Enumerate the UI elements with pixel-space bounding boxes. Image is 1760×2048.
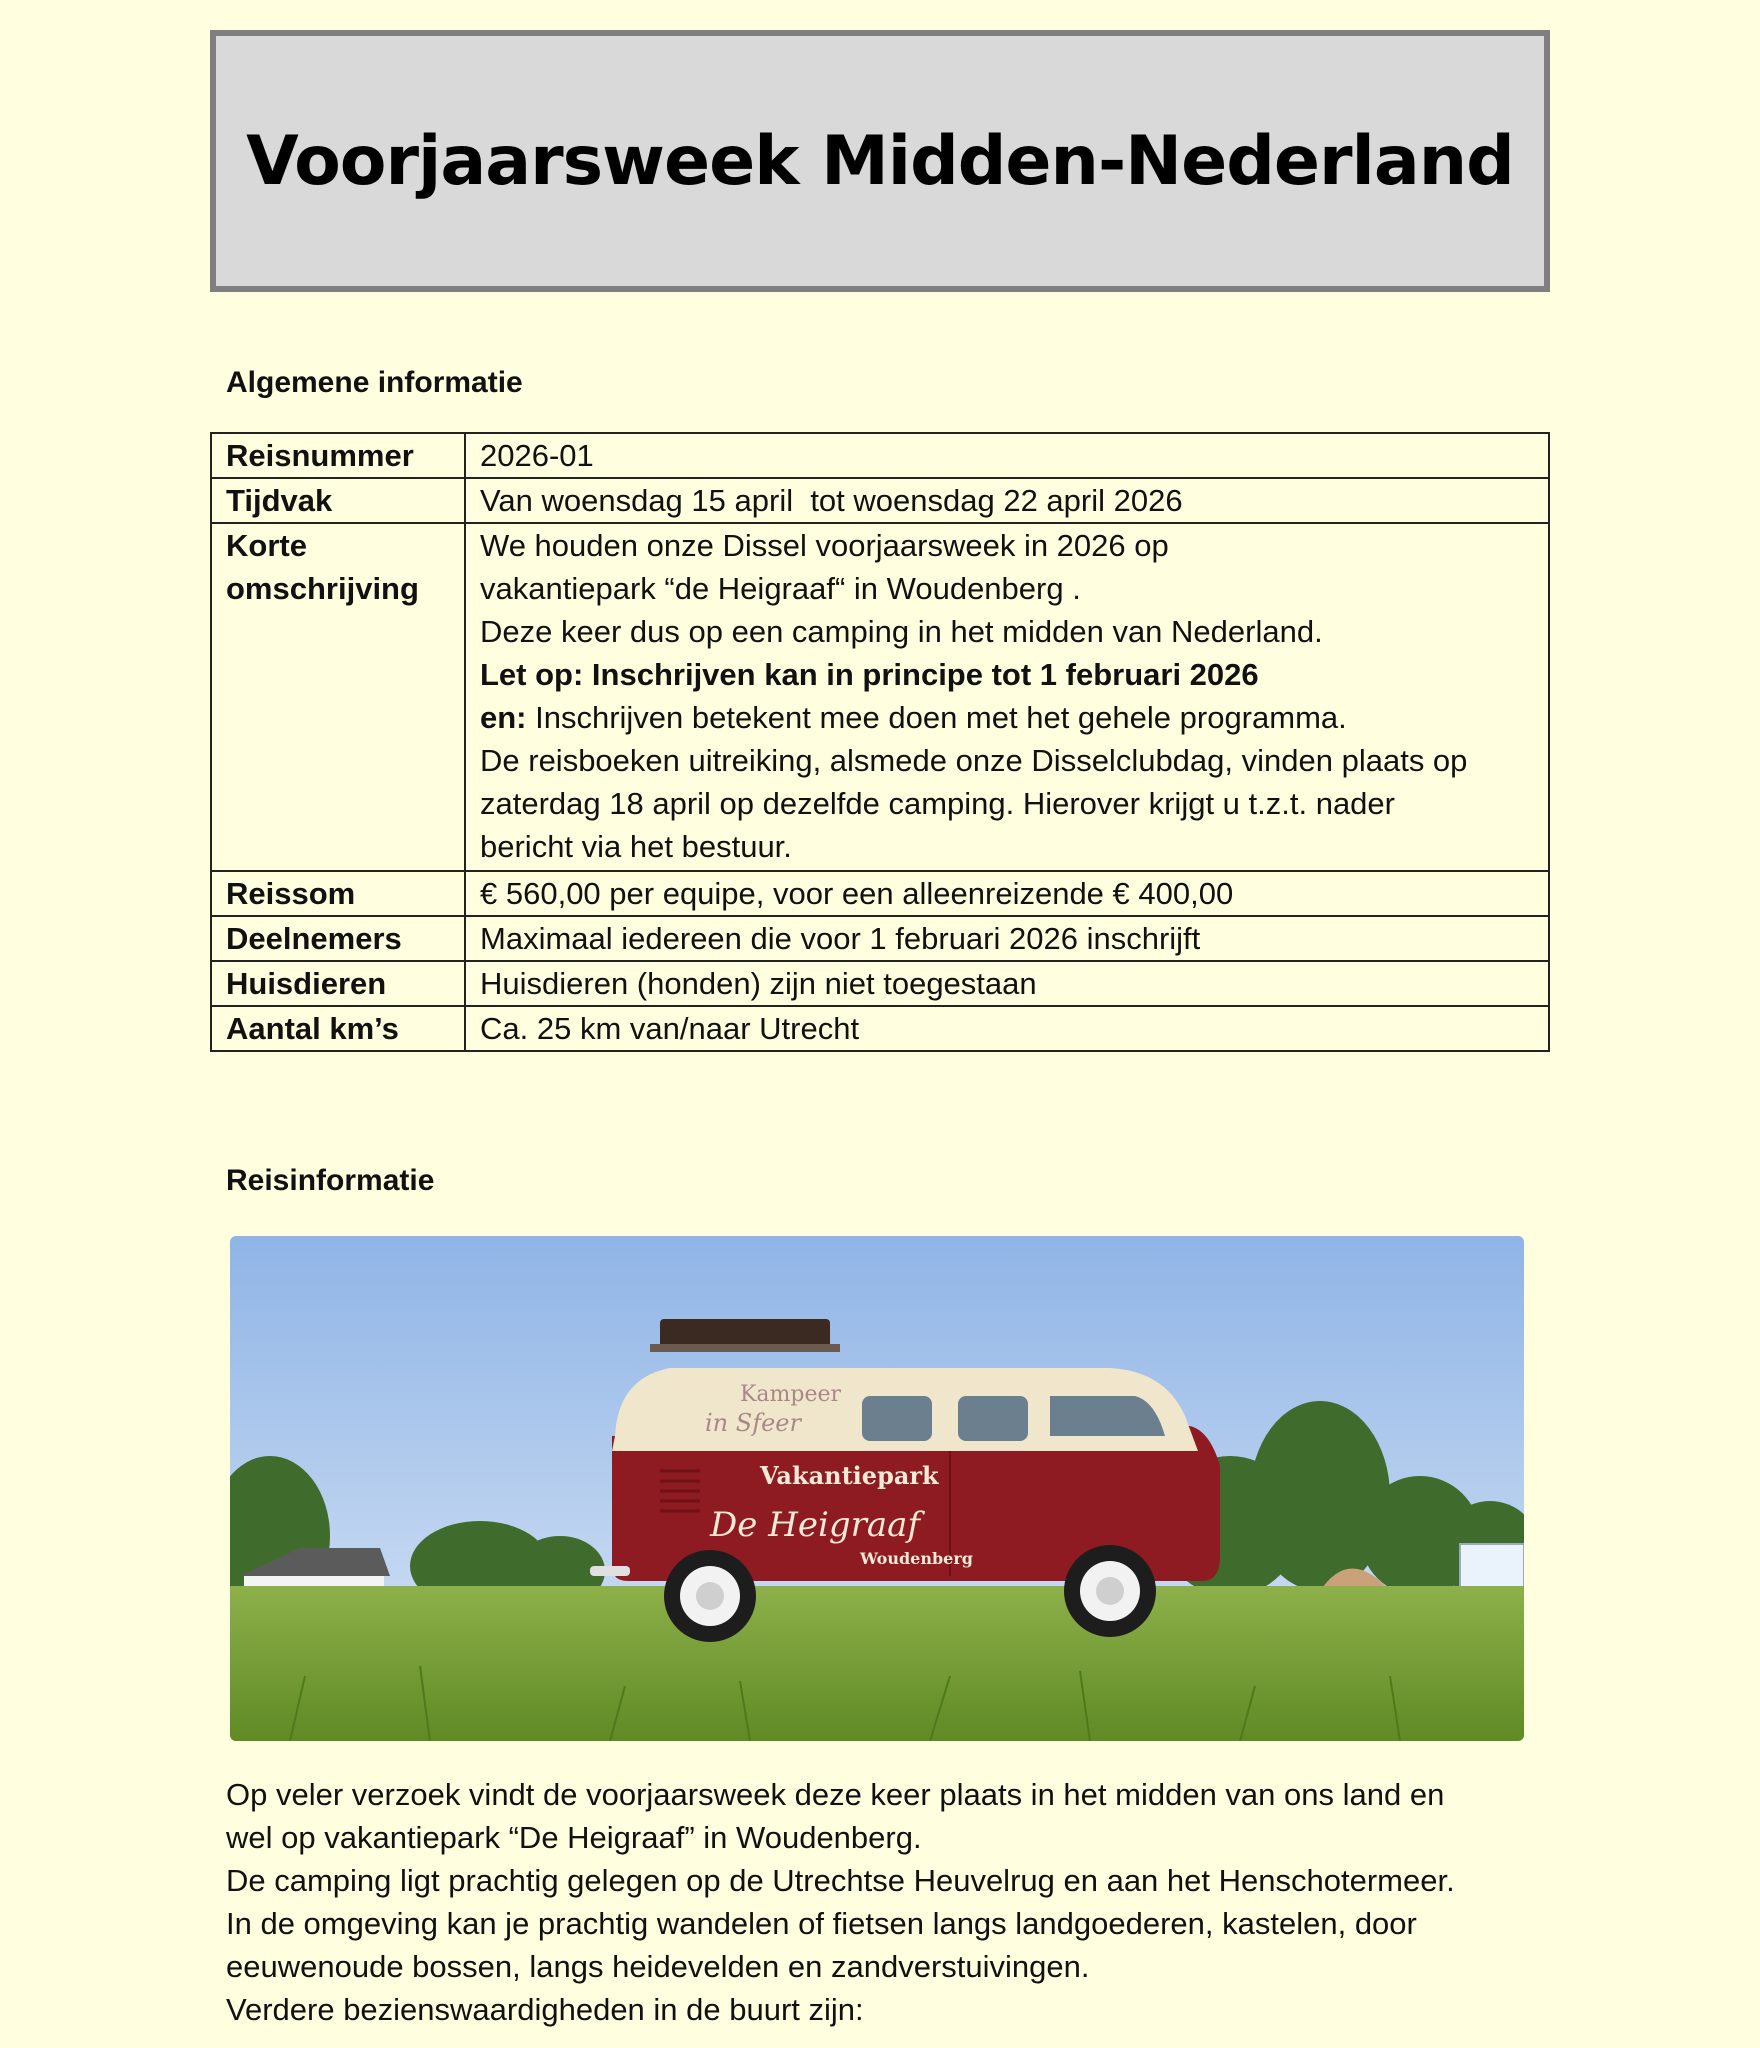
description-line: We houden onze Dissel voorjaarsweek in 2026 op xyxy=(480,528,1169,563)
paragraph-line: eeuwenoude bossen, langs heidevelden en zandverstuivingen. xyxy=(226,1949,1090,1984)
description-line: vakantiepark “de Heigraaf“ in Woudenberg . xyxy=(480,571,1081,606)
row-label: Reisnummer xyxy=(211,433,465,478)
bus-text-vakantiepark: Vakantiepark xyxy=(760,1461,939,1490)
table-row xyxy=(211,478,1549,523)
paragraph-line: Op veler verzoek vindt de voorjaarsweek deze keer plaats in het midden van ons land en xyxy=(226,1777,1445,1812)
bus-text-woudenberg: Woudenberg xyxy=(860,1549,973,1568)
row-value: Van woensdag 15 april tot woensdag 22 april 2026 xyxy=(465,478,1549,523)
travel-paragraph xyxy=(226,1773,1556,2031)
paragraph-line: De camping ligt prachtig gelegen op de Utrechtse Heuvelrug en aan het Henschotermeer. xyxy=(226,1863,1455,1898)
table-row xyxy=(211,433,1549,478)
table-row xyxy=(211,1006,1549,1051)
row-value: 2026-01 xyxy=(465,433,1549,478)
title-box xyxy=(210,30,1550,292)
description-line: De reisboeken uitreiking, alsmede onze Disselclubdag, vinden plaats op xyxy=(480,743,1468,778)
paragraph-line: wel op vakantiepark “De Heigraaf” in Woudenberg. xyxy=(226,1820,922,1855)
photo-illustration xyxy=(230,1236,1524,1741)
bus-text-heigraaf: De Heigraaf xyxy=(710,1505,920,1545)
description-line xyxy=(480,696,1534,739)
section-heading-travel: Reisinformatie xyxy=(226,1164,435,1197)
row-label: Aantal km’s xyxy=(211,1006,465,1051)
description-en-label: en: xyxy=(480,700,527,735)
row-label: Reissom xyxy=(211,871,465,916)
info-table xyxy=(210,432,1550,1052)
row-label: Korte omschrijving xyxy=(211,523,465,871)
table-row xyxy=(211,916,1549,961)
campervan-photo xyxy=(230,1236,1524,1741)
table-row xyxy=(211,523,1549,871)
section-heading-general: Algemene informatie xyxy=(226,366,523,399)
row-value: € 560,00 per equipe, voor een alleenreizende € 400,00 xyxy=(465,871,1549,916)
paragraph-line: Verdere bezienswaardigheden in de buurt zijn: xyxy=(226,1992,864,2027)
table-row xyxy=(211,961,1549,1006)
page-title: Voorjaarsweek Midden-Nederland xyxy=(246,121,1514,201)
row-label: Huisdieren xyxy=(211,961,465,1006)
bus-text-kampeer: Kampeer xyxy=(740,1382,842,1407)
table-row xyxy=(211,871,1549,916)
row-value: Huisdieren (honden) zijn niet toegestaan xyxy=(465,961,1549,1006)
description-line: zaterdag 18 april op dezelfde camping. Hierover krijgt u t.z.t. nader xyxy=(480,786,1395,821)
description-line-notice: Let op: Inschrijven kan in principe tot 1 februari 2026 xyxy=(480,657,1259,692)
description-en-text: Inschrijven betekent mee doen met het gehele programma. xyxy=(526,700,1347,735)
bus-text-sfeer: in Sfeer xyxy=(705,1409,801,1437)
grass xyxy=(230,1586,1524,1741)
description-line: Deze keer dus op een camping in het midden van Nederland. xyxy=(480,614,1323,649)
paragraph-line: In de omgeving kan je prachtig wandelen of fietsen langs landgoederen, kastelen, door xyxy=(226,1906,1417,1941)
row-label: Tijdvak xyxy=(211,478,465,523)
row-value: Ca. 25 km van/naar Utrecht xyxy=(465,1006,1549,1051)
description-line: bericht via het bestuur. xyxy=(480,829,792,864)
row-value: Maximaal iedereen die voor 1 februari 2026 inschrijft xyxy=(465,916,1549,961)
row-label: Deelnemers xyxy=(211,916,465,961)
row-value-description xyxy=(465,523,1549,871)
